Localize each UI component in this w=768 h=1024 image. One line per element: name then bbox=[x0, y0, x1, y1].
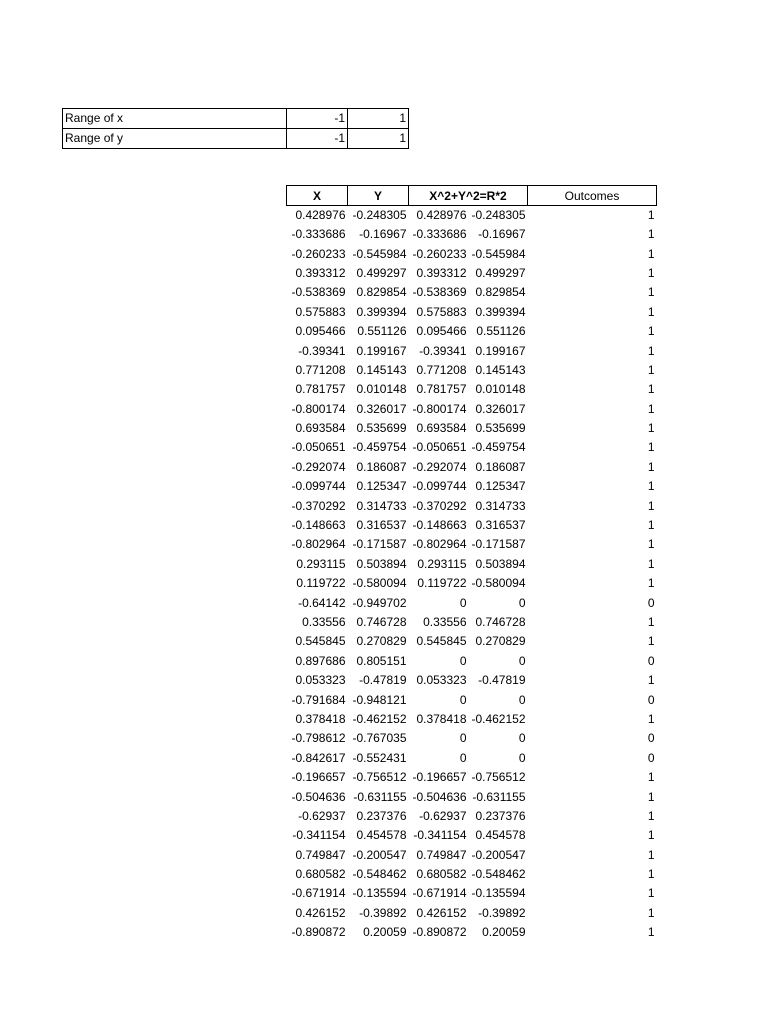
cell-y[interactable]: -0.767035 bbox=[352, 731, 407, 746]
cell-x[interactable]: -0.196657 bbox=[291, 770, 346, 785]
cell-y[interactable]: 0.829854 bbox=[356, 285, 407, 300]
cell-y-in[interactable]: 0.326017 bbox=[475, 401, 526, 416]
table-row bbox=[287, 884, 657, 903]
cell-outcome[interactable]: 1 bbox=[647, 556, 655, 571]
cell-y[interactable]: 0.316537 bbox=[356, 518, 407, 533]
cell-x[interactable]: -0.370292 bbox=[291, 498, 346, 513]
cell-outcome[interactable]: 1 bbox=[647, 828, 655, 843]
range-row-x bbox=[63, 109, 409, 129]
header-x[interactable]: X bbox=[287, 186, 348, 206]
cell-y[interactable]: -0.39892 bbox=[359, 905, 407, 920]
data-table bbox=[286, 185, 657, 942]
cell-y[interactable]: 0.399394 bbox=[356, 304, 407, 319]
cell-y-in[interactable]: 0 bbox=[518, 653, 526, 668]
cell-x-in[interactable]: -0.504636 bbox=[412, 789, 467, 804]
cell-x-in[interactable]: 0.771208 bbox=[416, 362, 467, 377]
cell-x-in[interactable]: -0.341154 bbox=[413, 828, 467, 843]
cell-y[interactable]: 0.145143 bbox=[356, 362, 407, 377]
cell-y-in[interactable]: 0.186087 bbox=[475, 459, 526, 474]
header-row bbox=[287, 186, 657, 206]
cell-y-in[interactable]: 0.399394 bbox=[475, 304, 526, 319]
cell-y-in[interactable]: 0 bbox=[518, 692, 526, 707]
cell-x[interactable]: -0.333686 bbox=[291, 227, 346, 242]
cell-x-in[interactable]: -0.260233 bbox=[412, 246, 467, 261]
cell-x-in[interactable]: -0.292074 bbox=[412, 459, 467, 474]
cell-outcome[interactable]: 1 bbox=[647, 285, 655, 300]
cell-y-in[interactable]: 0.499297 bbox=[475, 265, 526, 280]
cell-x[interactable]: -0.671914 bbox=[291, 886, 346, 901]
cell-x[interactable]: -0.798612 bbox=[291, 731, 346, 746]
cell-y[interactable]: -0.459754 bbox=[352, 440, 407, 455]
cell-y[interactable]: 0.199167 bbox=[356, 343, 407, 358]
cell-outcome[interactable]: 0 bbox=[647, 692, 655, 707]
cell-y-in[interactable]: 0.746728 bbox=[475, 615, 526, 629]
cell-y[interactable]: 0.186087 bbox=[356, 459, 407, 474]
cell-outcome[interactable]: 1 bbox=[647, 421, 655, 436]
cell-outcome[interactable]: 1 bbox=[647, 459, 655, 474]
cell-x[interactable]: -0.538369 bbox=[291, 285, 346, 300]
cell-x-in[interactable]: -0.800174 bbox=[412, 401, 467, 416]
cell-outcome[interactable]: 1 bbox=[647, 362, 655, 377]
table-row bbox=[287, 826, 657, 845]
cell-x-in[interactable]: 0.426152 bbox=[416, 905, 467, 920]
cell-x[interactable]: -0.099744 bbox=[291, 479, 346, 494]
range-max[interactable]: 1 bbox=[348, 129, 409, 149]
cell-x-in[interactable]: -0.671914 bbox=[412, 886, 467, 901]
cell-y[interactable]: 0.454578 bbox=[356, 828, 407, 843]
cell-x[interactable]: -0.62937 bbox=[298, 808, 346, 823]
range-max[interactable]: 1 bbox=[348, 109, 409, 129]
table-row bbox=[287, 613, 657, 632]
cell-y-in[interactable]: 0.314733 bbox=[475, 498, 526, 513]
table-row bbox=[287, 671, 657, 690]
cell-y[interactable]: -0.462152 bbox=[352, 711, 407, 726]
cell-x[interactable]: -0.791684 bbox=[291, 692, 346, 707]
cell-x[interactable]: -0.39341 bbox=[298, 343, 346, 358]
cell-x-in[interactable]: 0.393312 bbox=[416, 265, 467, 280]
table-row bbox=[287, 768, 657, 787]
cell-outcome[interactable]: 1 bbox=[647, 208, 655, 222]
cell-y-in[interactable]: -0.200547 bbox=[471, 847, 526, 862]
cell-outcome[interactable]: 1 bbox=[647, 886, 655, 901]
cell-x-in[interactable]: 0 bbox=[459, 731, 467, 746]
cell-y[interactable]: -0.548462 bbox=[352, 867, 407, 882]
cell-y-in[interactable]: -0.580094 bbox=[471, 576, 526, 591]
cell-x[interactable]: 0.575883 bbox=[295, 304, 346, 319]
cell-x[interactable]: 0.053323 bbox=[295, 673, 346, 688]
cell-x-in[interactable]: 0.680582 bbox=[416, 867, 467, 882]
table-row bbox=[287, 361, 657, 380]
cell-y-in[interactable]: -0.39892 bbox=[478, 905, 526, 920]
cell-x[interactable]: 0.771208 bbox=[295, 362, 346, 377]
cell-outcome[interactable]: 1 bbox=[647, 440, 655, 455]
cell-outcome[interactable]: 1 bbox=[647, 711, 655, 726]
cell-x[interactable]: 0.095466 bbox=[295, 324, 346, 339]
cell-y[interactable]: -0.200547 bbox=[352, 847, 407, 862]
table-row bbox=[287, 787, 657, 806]
cell-x[interactable]: 0.119722 bbox=[296, 576, 346, 591]
cell-x-in[interactable]: -0.050651 bbox=[412, 440, 467, 455]
cell-outcome[interactable]: 1 bbox=[647, 770, 655, 785]
cell-y-in[interactable]: 0.454578 bbox=[475, 828, 526, 843]
cell-y[interactable]: -0.631155 bbox=[353, 789, 407, 804]
cell-x-in[interactable]: 0.749847 bbox=[416, 847, 467, 862]
cell-x[interactable]: 0.781757 bbox=[295, 382, 346, 397]
cell-y[interactable]: -0.248305 bbox=[352, 208, 407, 222]
cell-x-in[interactable]: 0.378418 bbox=[416, 711, 467, 726]
cell-y[interactable]: -0.948121 bbox=[352, 692, 407, 707]
table-row bbox=[287, 593, 657, 612]
cell-y-in[interactable]: -0.16967 bbox=[478, 227, 526, 242]
cell-outcome[interactable]: 1 bbox=[647, 401, 655, 416]
cell-y-in[interactable]: -0.47819 bbox=[478, 673, 526, 688]
cell-y[interactable]: 0.503894 bbox=[356, 556, 407, 571]
table-row bbox=[287, 535, 657, 554]
cell-y[interactable]: -0.756512 bbox=[352, 770, 407, 785]
cell-y-in[interactable]: 0.125347 bbox=[475, 479, 526, 494]
cell-outcome[interactable]: 1 bbox=[647, 673, 655, 688]
cell-outcome[interactable]: 1 bbox=[647, 246, 655, 261]
cell-outcome[interactable]: 1 bbox=[647, 304, 655, 319]
header-formula[interactable]: X^2+Y^2=R*2 bbox=[409, 186, 528, 206]
table-row bbox=[287, 632, 657, 651]
table-row bbox=[287, 516, 657, 535]
cell-x[interactable]: 0.393312 bbox=[295, 265, 346, 280]
cell-x-in[interactable]: 0.575883 bbox=[416, 304, 467, 319]
table-row bbox=[287, 574, 657, 593]
cell-outcome[interactable]: 1 bbox=[647, 265, 655, 280]
table-row bbox=[287, 865, 657, 884]
cell-x[interactable]: -0.64142 bbox=[298, 595, 346, 610]
cell-outcome[interactable]: 1 bbox=[647, 789, 655, 804]
cell-outcome[interactable]: 1 bbox=[647, 479, 655, 494]
cell-y-in[interactable]: -0.545984 bbox=[471, 246, 526, 261]
cell-y[interactable]: 0.551126 bbox=[357, 324, 407, 339]
table-row bbox=[287, 283, 657, 302]
cell-x-in[interactable]: 0.293115 bbox=[417, 556, 467, 571]
range-min[interactable]: -1 bbox=[287, 109, 348, 129]
header-y[interactable]: Y bbox=[348, 186, 409, 206]
cell-outcome[interactable]: 1 bbox=[647, 808, 655, 823]
cell-x[interactable]: -0.341154 bbox=[292, 828, 346, 843]
cell-x-in[interactable]: 0 bbox=[459, 653, 467, 668]
cell-y[interactable]: 0.314733 bbox=[356, 498, 407, 513]
cell-y[interactable]: 0.535699 bbox=[356, 421, 407, 436]
table-row bbox=[287, 807, 657, 826]
cell-x-in[interactable]: 0.693584 bbox=[416, 421, 467, 436]
cell-x[interactable]: 0.428976 bbox=[295, 208, 346, 222]
cell-x[interactable]: -0.800174 bbox=[291, 401, 346, 416]
cell-x-in[interactable]: -0.370292 bbox=[412, 498, 467, 513]
cell-y[interactable]: 0.805151 bbox=[356, 653, 407, 668]
cell-y-in[interactable]: 0 bbox=[518, 595, 526, 610]
cell-x-in[interactable]: 0.33556 bbox=[423, 615, 467, 629]
cell-y-in[interactable]: -0.631155 bbox=[472, 789, 526, 804]
cell-x-in[interactable]: -0.333686 bbox=[412, 227, 467, 242]
cell-y[interactable]: 0.010148 bbox=[356, 382, 407, 397]
range-label[interactable]: Range of y bbox=[63, 129, 287, 149]
table-row bbox=[287, 206, 657, 226]
cell-outcome[interactable]: 0 bbox=[647, 595, 655, 610]
cell-outcome[interactable]: 0 bbox=[647, 653, 655, 668]
cell-outcome[interactable]: 1 bbox=[647, 925, 655, 940]
cell-outcome[interactable]: 0 bbox=[647, 750, 655, 765]
cell-y[interactable]: -0.16967 bbox=[359, 227, 407, 242]
cell-y[interactable]: 0.746728 bbox=[356, 615, 407, 629]
cell-y[interactable]: -0.171587 bbox=[352, 537, 407, 552]
cell-y-in[interactable]: 0.199167 bbox=[475, 343, 526, 358]
cell-y-in[interactable]: -0.459754 bbox=[471, 440, 526, 455]
cell-y[interactable]: -0.135594 bbox=[352, 886, 407, 901]
cell-outcome[interactable]: 1 bbox=[647, 324, 655, 339]
table-row bbox=[287, 710, 657, 729]
table-row bbox=[287, 380, 657, 399]
cell-x-in[interactable]: -0.148663 bbox=[412, 518, 467, 533]
table-row bbox=[287, 555, 657, 574]
cell-x[interactable]: -0.504636 bbox=[291, 789, 346, 804]
cell-y-in[interactable]: 0 bbox=[518, 731, 526, 746]
cell-y-in[interactable]: -0.756512 bbox=[471, 770, 526, 785]
cell-y[interactable]: -0.580094 bbox=[352, 576, 407, 591]
data-body bbox=[287, 206, 657, 943]
cell-y-in[interactable]: -0.171587 bbox=[471, 537, 526, 552]
table-row bbox=[287, 322, 657, 341]
cell-x-in[interactable]: 0.428976 bbox=[416, 208, 467, 222]
range-table bbox=[62, 108, 409, 149]
cell-x-in[interactable]: 0.781757 bbox=[416, 382, 467, 397]
cell-outcome[interactable]: 1 bbox=[647, 498, 655, 513]
table-row bbox=[287, 244, 657, 263]
cell-x[interactable]: 0.749847 bbox=[295, 847, 346, 862]
table-row bbox=[287, 341, 657, 360]
cell-x-in[interactable]: 0.119722 bbox=[417, 576, 467, 591]
cell-outcome[interactable]: 0 bbox=[647, 731, 655, 746]
table-row bbox=[287, 400, 657, 419]
cell-x[interactable]: -0.890872 bbox=[291, 925, 346, 940]
table-row bbox=[287, 690, 657, 709]
cell-x-in[interactable]: -0.538369 bbox=[412, 285, 467, 300]
cell-y[interactable]: 0.125347 bbox=[356, 479, 407, 494]
cell-x[interactable]: 0.693584 bbox=[295, 421, 346, 436]
cell-y-in[interactable]: 0.145143 bbox=[475, 362, 526, 377]
range-row-y bbox=[63, 129, 409, 149]
range-min[interactable]: -1 bbox=[287, 129, 348, 149]
cell-x[interactable]: 0.378418 bbox=[295, 711, 346, 726]
cell-y[interactable]: 0.499297 bbox=[356, 265, 407, 280]
cell-outcome[interactable]: 1 bbox=[647, 227, 655, 242]
table-row bbox=[287, 749, 657, 768]
cell-x[interactable]: 0.897686 bbox=[295, 653, 346, 668]
cell-outcome[interactable]: 1 bbox=[647, 576, 655, 591]
cell-y-in[interactable]: 0.551126 bbox=[476, 324, 526, 339]
cell-y-in[interactable]: -0.248305 bbox=[471, 208, 526, 222]
cell-x[interactable]: -0.292074 bbox=[291, 459, 346, 474]
cell-x[interactable]: 0.545845 bbox=[295, 634, 346, 649]
cell-outcome[interactable]: 1 bbox=[647, 867, 655, 882]
cell-y-in[interactable]: 0.829854 bbox=[475, 285, 526, 300]
cell-x[interactable]: -0.260233 bbox=[291, 246, 346, 261]
table-row bbox=[287, 652, 657, 671]
cell-x[interactable]: 0.426152 bbox=[295, 905, 346, 920]
cell-x-in[interactable]: 0.053323 bbox=[416, 673, 467, 688]
cell-x[interactable]: 0.33556 bbox=[302, 615, 346, 629]
cell-x-in[interactable]: 0.095466 bbox=[416, 324, 467, 339]
table-row bbox=[287, 458, 657, 477]
cell-y-in[interactable]: 0 bbox=[518, 750, 526, 765]
cell-y-in[interactable]: -0.135594 bbox=[471, 886, 526, 901]
cell-x[interactable]: -0.842617 bbox=[291, 750, 346, 765]
cell-y[interactable]: -0.552431 bbox=[352, 750, 407, 765]
range-label[interactable]: Range of x bbox=[63, 109, 287, 129]
cell-x-in[interactable]: -0.890872 bbox=[412, 925, 467, 940]
cell-x-in[interactable]: -0.39341 bbox=[419, 343, 467, 358]
table-row bbox=[287, 303, 657, 322]
cell-y[interactable]: 0.20059 bbox=[363, 925, 407, 940]
cell-y-in[interactable]: 0.237376 bbox=[475, 808, 526, 823]
cell-y-in[interactable]: -0.548462 bbox=[471, 867, 526, 882]
cell-y[interactable]: 0.326017 bbox=[356, 401, 407, 416]
cell-x-in[interactable]: -0.196657 bbox=[412, 770, 467, 785]
header-outcomes[interactable]: Outcomes bbox=[528, 186, 657, 206]
cell-x-in[interactable]: -0.802964 bbox=[412, 537, 467, 552]
table-row bbox=[287, 904, 657, 923]
table-row bbox=[287, 264, 657, 283]
cell-y[interactable]: -0.47819 bbox=[359, 673, 407, 688]
cell-y-in[interactable]: 0.316537 bbox=[475, 518, 526, 533]
cell-outcome[interactable]: 1 bbox=[647, 634, 655, 649]
table-row bbox=[287, 846, 657, 865]
cell-y[interactable]: -0.949702 bbox=[352, 595, 407, 610]
table-row bbox=[287, 923, 657, 942]
cell-x[interactable]: -0.050651 bbox=[291, 440, 346, 455]
table-row bbox=[287, 438, 657, 457]
table-row bbox=[287, 729, 657, 748]
cell-outcome[interactable]: 1 bbox=[647, 343, 655, 358]
cell-x-in[interactable]: 0 bbox=[459, 692, 467, 707]
cell-y[interactable]: 0.237376 bbox=[356, 808, 407, 823]
cell-x-in[interactable]: 0 bbox=[459, 595, 467, 610]
cell-x-in[interactable]: 0.545845 bbox=[416, 634, 467, 649]
cell-y-in[interactable]: 0.010148 bbox=[475, 382, 526, 397]
cell-y[interactable]: 0.270829 bbox=[356, 634, 407, 649]
cell-y-in[interactable]: -0.462152 bbox=[471, 711, 526, 726]
cell-x[interactable]: -0.802964 bbox=[291, 537, 346, 552]
cell-y-in[interactable]: 0.535699 bbox=[475, 421, 526, 436]
table-row bbox=[287, 225, 657, 244]
cell-x[interactable]: 0.293115 bbox=[296, 556, 346, 571]
cell-outcome[interactable]: 1 bbox=[647, 905, 655, 920]
cell-outcome[interactable]: 1 bbox=[647, 537, 655, 552]
table-row bbox=[287, 496, 657, 515]
table-row bbox=[287, 419, 657, 438]
cell-outcome[interactable]: 1 bbox=[647, 847, 655, 862]
cell-outcome[interactable]: 1 bbox=[647, 382, 655, 397]
cell-y-in[interactable]: 0.20059 bbox=[482, 925, 526, 940]
cell-y-in[interactable]: 0.503894 bbox=[475, 556, 526, 571]
cell-x-in[interactable]: 0 bbox=[459, 750, 467, 765]
cell-y-in[interactable]: 0.270829 bbox=[475, 634, 526, 649]
cell-x[interactable]: 0.680582 bbox=[295, 867, 346, 882]
cell-x[interactable]: -0.148663 bbox=[291, 518, 346, 533]
table-row bbox=[287, 477, 657, 496]
cell-x-in[interactable]: -0.62937 bbox=[419, 808, 467, 823]
cell-y[interactable]: -0.545984 bbox=[352, 246, 407, 261]
cell-x-in[interactable]: -0.099744 bbox=[412, 479, 467, 494]
cell-outcome[interactable]: 1 bbox=[647, 518, 655, 533]
cell-outcome[interactable]: 1 bbox=[647, 615, 655, 629]
